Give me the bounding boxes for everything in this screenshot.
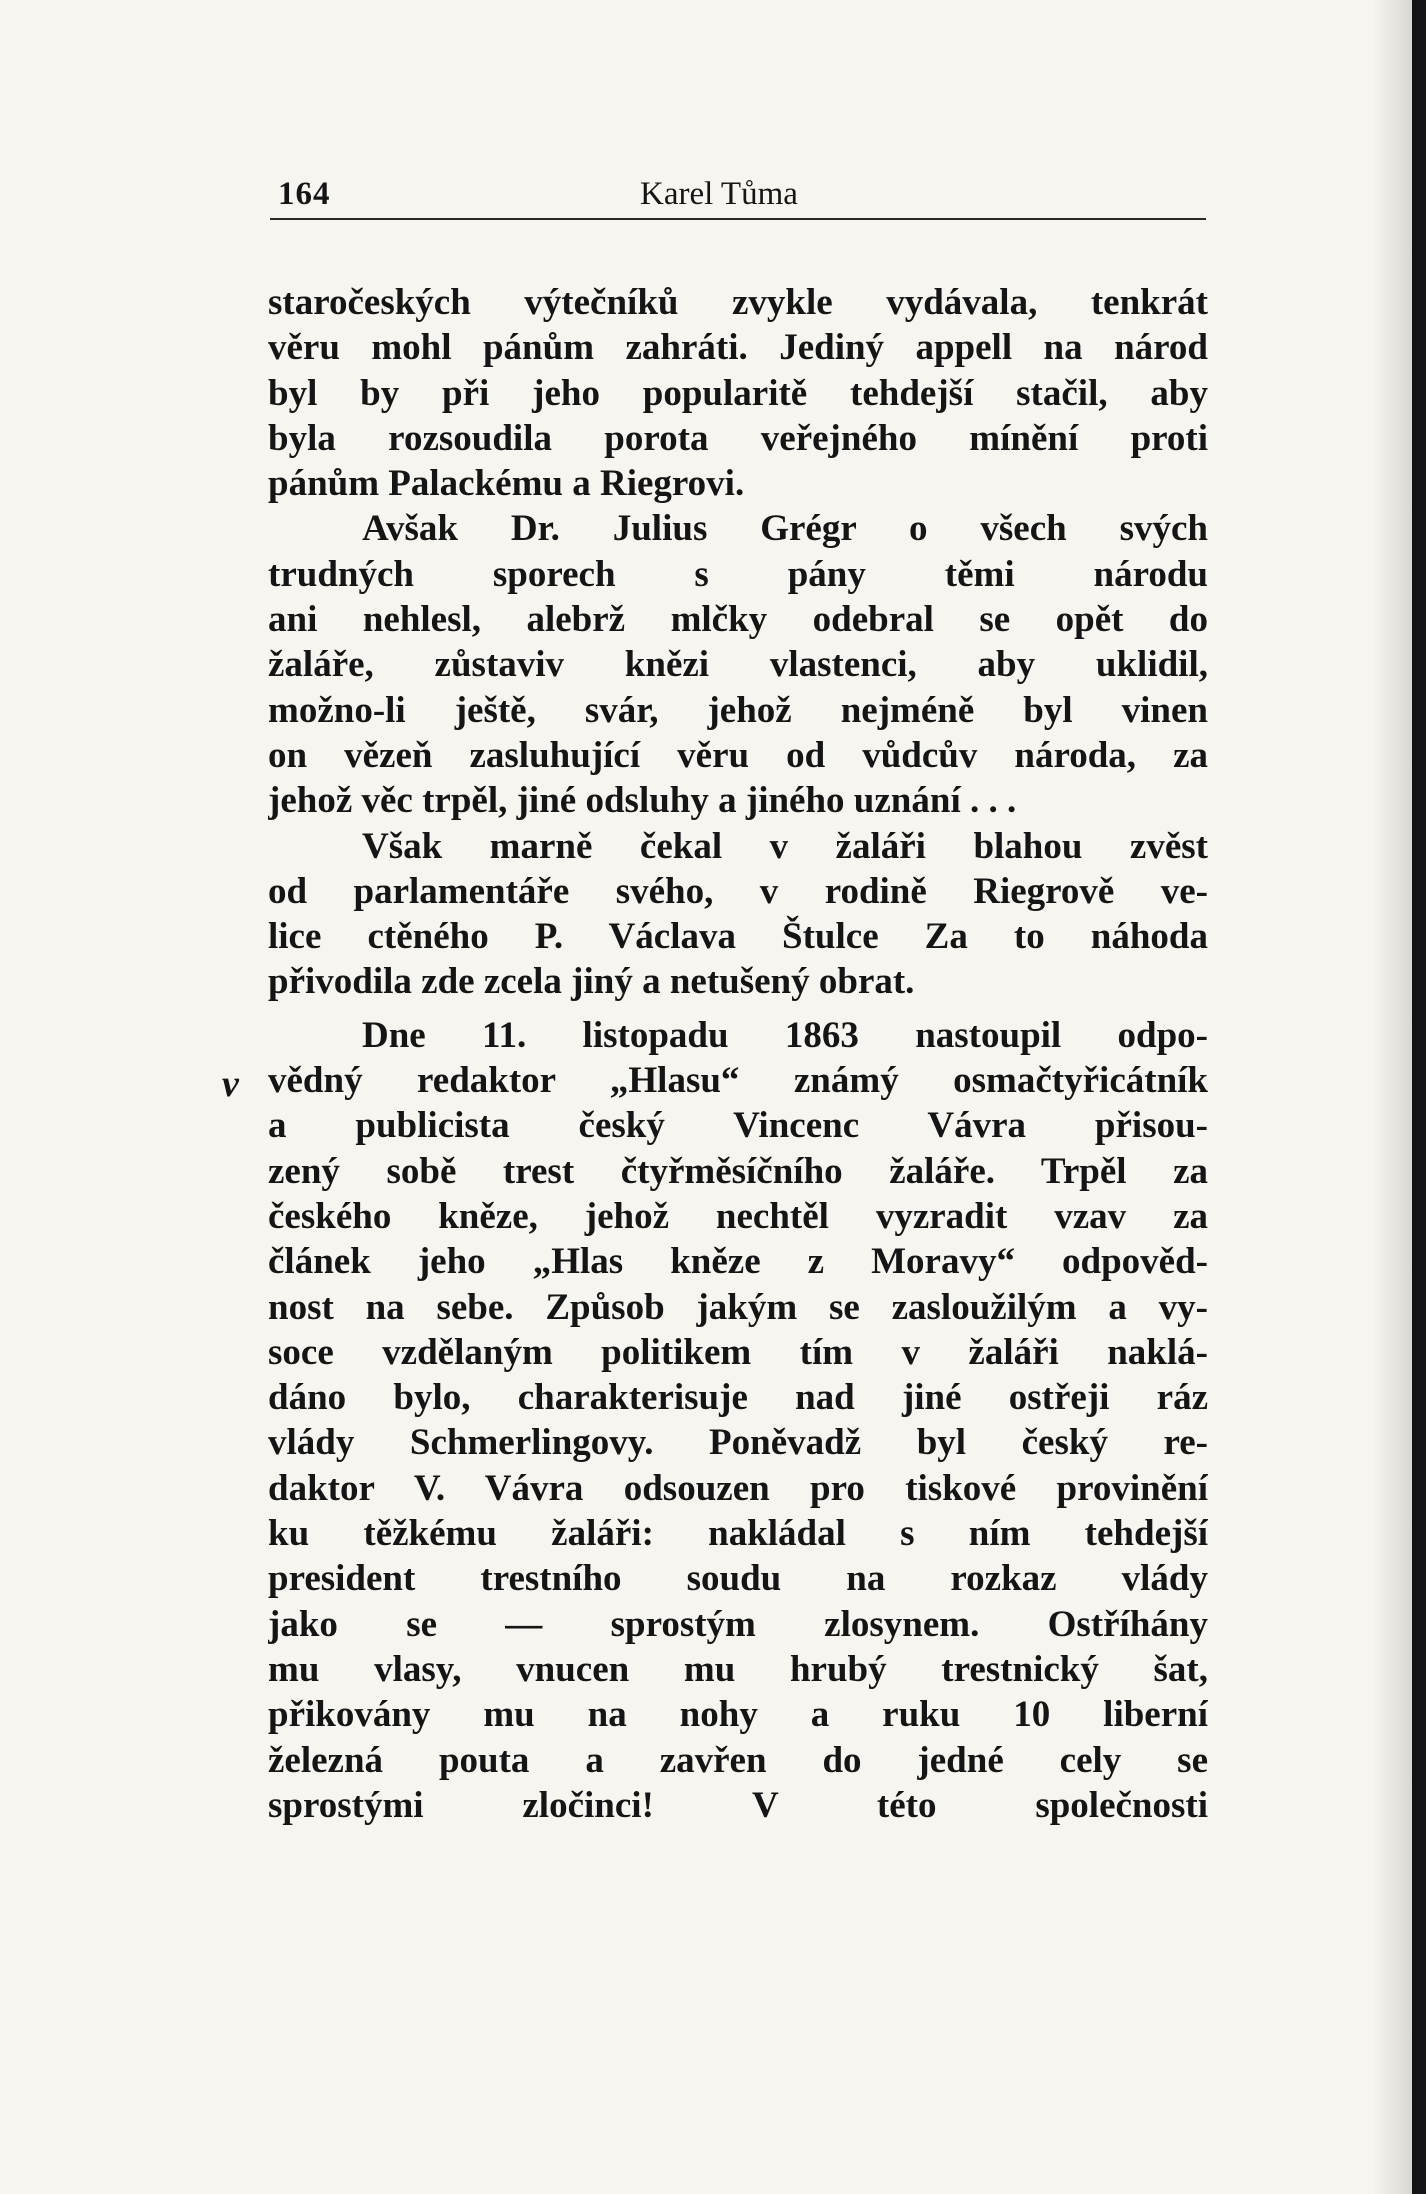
text-line: president trestního soudu na rozkaz vlády — [268, 1558, 1208, 1600]
text-line: železná pouta a zavřen do jedné cely se — [268, 1739, 1208, 1781]
text-line: možno-li ještě, svár, jehož nejméně byl vinen — [268, 689, 1208, 731]
text-line: trudných sporech s pány těmi národu — [268, 553, 1208, 595]
text-line: dáno bylo, charakterisuje nad jiné ostřeji ráz — [268, 1377, 1208, 1419]
running-title: Karel Tůma — [640, 176, 798, 212]
text-line: ani nehlesl, alebrž mlčky odebral se opět do — [268, 599, 1208, 641]
text-line: jako se — sprostým zlosynem. Ostříhány — [268, 1603, 1208, 1645]
text-line: věru mohl pánům zahráti. Jediný appell na národ — [268, 327, 1208, 369]
paragraph-3 — [268, 824, 1208, 1005]
text-line: vědný redaktor „Hlasu“ známý osmačtyřicátník — [268, 1060, 1208, 1102]
text-line: Však marně čekal v žaláři blahou zvěst — [362, 825, 1208, 867]
paragraph-4 — [268, 1013, 1208, 1828]
text-line: staročeských výtečníků zvykle vydávala, tenkrát — [268, 282, 1208, 323]
text-line: zený sobě trest čtyřměsíčního žaláře. Trpěl za — [268, 1150, 1208, 1192]
scan-edge — [1412, 0, 1426, 2194]
text-line: přikovány mu na nohy a ruku 10 liberní — [268, 1694, 1208, 1736]
text-line: byl by při jeho popularitě tehdejší stačil, aby — [268, 372, 1208, 414]
scan-shadow — [1372, 0, 1412, 2194]
text-line: on vězeň zasluhující věru od vůdcův národa, za — [268, 734, 1208, 776]
text-line: lice ctěného P. Václava Štulce Za to náhoda — [268, 916, 1208, 958]
paragraph-gap — [268, 1005, 1208, 1013]
text-line: od parlamentáře svého, v rodině Riegrově ve- — [268, 870, 1208, 912]
paragraph-2 — [268, 506, 1208, 823]
text-line: Dne 11. listopadu 1863 nastoupil odpo- — [362, 1014, 1208, 1056]
running-head — [270, 168, 1206, 220]
text-line: nost na sebe. Způsob jakým se zasloužilým a vy- — [268, 1286, 1208, 1328]
text-line: daktor V. Vávra odsouzen pro tiskové provinění — [268, 1467, 1208, 1509]
text-line: přivodila zde zcela jiný a netušený obrat. — [268, 961, 915, 1003]
text-line: soce vzdělaným politikem tím v žaláři naklá- — [268, 1331, 1208, 1373]
paragraph-1 — [268, 280, 1208, 506]
text-line: žaláře, zůstaviv knězi vlastenci, aby uklidil, — [268, 644, 1208, 686]
text-line: a publicista český Vincenc Vávra přisou- — [268, 1105, 1208, 1147]
text-line: Avšak Dr. Julius Grégr o všech svých — [362, 508, 1208, 550]
header-rule — [270, 218, 1206, 220]
page-number: 164 — [278, 176, 331, 212]
body-text — [268, 280, 1208, 1828]
text-line: byla rozsoudila porota veřejného mínění proti — [268, 417, 1208, 459]
text-line: článek jeho „Hlas kněze z Moravy“ odpověd- — [268, 1241, 1208, 1283]
text-line: pánům Palackému a Riegrovi. — [268, 463, 745, 505]
text-line: jehož věc trpěl, jiné odsluhy a jiného uznání . . . — [268, 780, 1017, 822]
text-line: sprostými zločinci! V této společnosti — [268, 1784, 1208, 1826]
text-line: mu vlasy, vnucen mu hrubý trestnický šat, — [268, 1648, 1208, 1690]
text-line: vlády Schmerlingovy. Poněvadž byl český re- — [268, 1422, 1208, 1464]
text-line: ku těžkému žaláři: nakládal s ním tehdejší — [268, 1513, 1208, 1555]
margin-mark: v — [222, 1063, 239, 1105]
text-line: českého kněze, jehož nechtěl vyzradit vzav za — [268, 1195, 1208, 1237]
